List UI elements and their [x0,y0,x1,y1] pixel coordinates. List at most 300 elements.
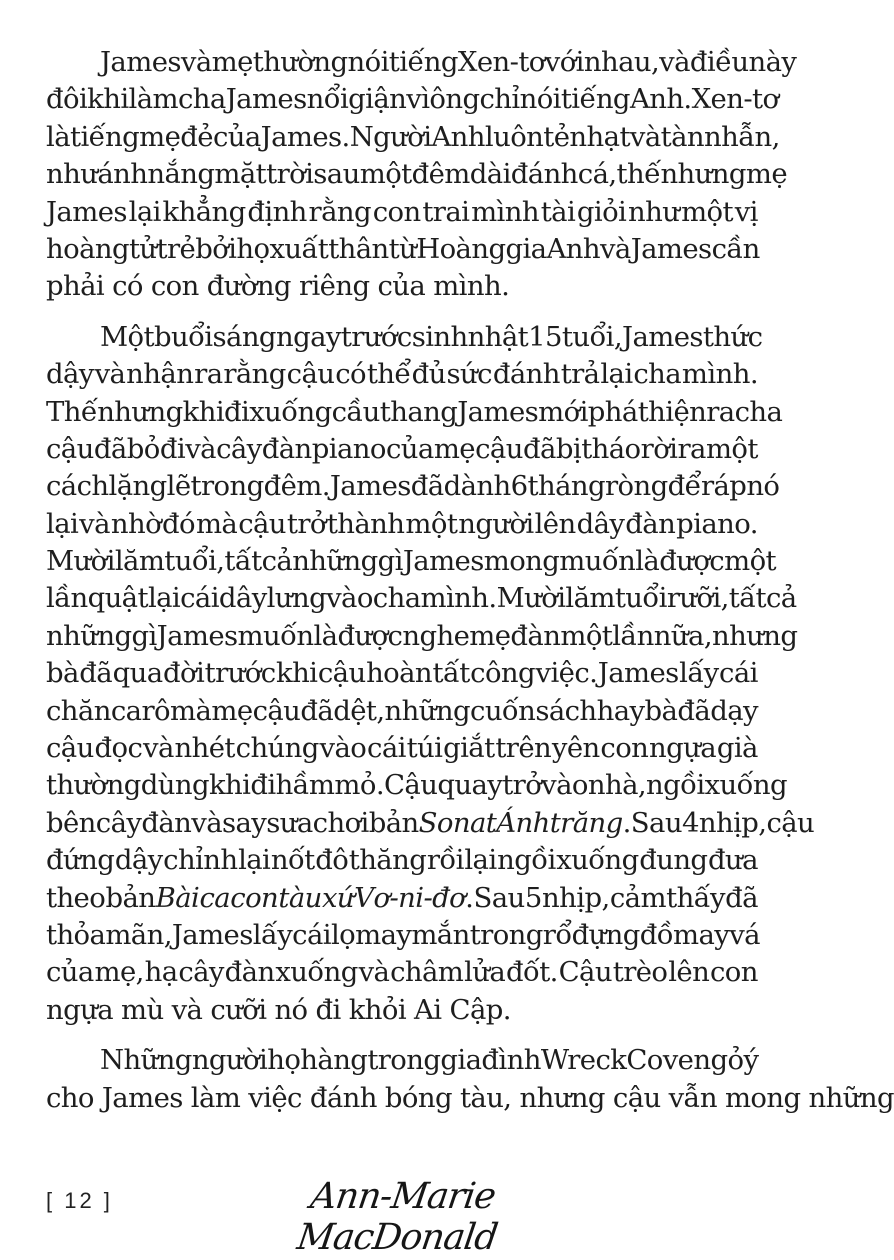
word: đã [522,432,556,465]
word: nhịp, [698,806,767,839]
paragraph [46,1042,894,1117]
word: ra [706,395,735,428]
text-line [46,356,758,393]
word: đi [315,993,341,1026]
word: tuổi, [561,320,623,353]
word: rổ [542,918,572,951]
text-line [46,231,758,268]
word: cậu [252,694,301,727]
word: và [629,120,661,153]
word: cái [180,582,219,615]
word: cậu [46,432,94,465]
word: và [191,806,222,839]
word: nói [519,83,561,116]
word: ông [429,83,480,116]
word: xuống [704,769,787,802]
word: nhờ [110,507,162,540]
word: nhét [174,732,235,765]
word: giận [348,83,407,116]
word: đung [639,844,708,877]
text-line [46,730,758,767]
word: trước [204,657,276,690]
word: Wreck [540,1044,627,1077]
word: với [544,46,584,78]
word: lại [46,507,79,540]
word: mình. [681,358,758,391]
word: qua [112,657,163,690]
word: ngồi [646,769,705,802]
word: việc. [535,657,598,690]
word: mong [724,1081,801,1114]
word: rưỡi, [666,582,729,615]
word: điều [689,46,749,78]
word: một [405,507,458,540]
word: tuổi [614,582,667,615]
word: trở [502,769,542,802]
word: đô [315,844,349,877]
word: trở [286,507,326,540]
word: nhẫn, [703,120,780,153]
word: carô [110,694,170,727]
word: phải [46,270,105,303]
word: trai [422,195,470,228]
word: Vơ-ni-đơ. [354,881,474,914]
word: mình [471,195,539,228]
word: khi [182,395,225,428]
word: riêng [298,270,370,303]
word: lấy [252,918,293,951]
word: Cove [626,1044,694,1077]
word: trèo [612,956,668,989]
word: mẹ, [94,956,144,989]
word: Bài [155,881,200,914]
word: trăng. [549,806,631,839]
word: muốn [559,545,636,578]
word: lăm [565,582,615,615]
word: nhà, [587,769,647,802]
word: thành [326,507,405,540]
text-line [46,543,776,580]
text-line [46,268,758,305]
word: nhau, [583,46,660,78]
word: vẫn [668,1081,717,1114]
text-line [46,917,758,954]
word: ngựa [649,732,717,765]
word: lấy [679,657,719,690]
word: hoàng [46,232,129,265]
word: ý [743,1044,759,1077]
word: lần [612,619,654,652]
word: mình. [433,270,510,303]
word: lên [534,507,576,540]
word: ngồi [497,844,556,877]
text-line [46,194,758,231]
word: Anh [546,232,600,265]
word: đã [410,470,444,503]
word: đủ [411,358,446,391]
word: lăm [114,545,165,578]
word: khi [276,657,318,690]
word: quay [437,769,503,802]
word: và [79,507,110,540]
word: bà [644,694,678,727]
word: việc [248,1081,302,1114]
text-line [46,618,798,655]
word: tiếng [388,46,458,78]
word: vá [729,918,760,951]
word: bỏ [126,432,160,465]
word: nói [347,46,389,78]
word: James [630,232,712,265]
word: đã [677,694,711,727]
word: tài [540,195,576,228]
word: và [143,732,174,765]
word: buổi [153,320,213,353]
word: cậu [475,432,523,465]
text-line [46,805,815,842]
word: quật [87,582,148,615]
word: nghe [402,619,470,652]
word: những [384,694,470,727]
word: Sau [630,806,682,839]
word: cha [372,582,421,615]
word: giỏi [576,195,627,228]
word: mà [195,507,238,540]
word: cây [95,806,142,839]
word: sau [313,158,360,191]
paragraph [46,44,797,306]
word: Xen-tơ [457,46,545,78]
word: này [748,46,797,78]
word: nó [746,470,780,503]
word: túi [406,732,443,765]
word: lại [600,358,633,391]
word: hàng [300,1044,368,1077]
word: chỉ [479,83,520,116]
word: nhưng [711,619,798,652]
word: dậy [46,358,94,391]
word: Sonat [418,806,497,839]
word: và [171,993,203,1026]
word: may [673,918,730,951]
word: đã [725,881,758,914]
word: để [667,470,701,503]
word: Mười [496,582,566,615]
text-line [46,81,779,118]
text-line [46,693,758,730]
word: thường [252,46,348,78]
word: gì [131,619,157,652]
word: tất [728,582,766,615]
word: rằng [308,195,371,228]
text-line [46,431,758,468]
word: những [46,619,132,652]
word: được [337,619,403,652]
word: của [385,432,434,465]
word: khỏi [348,993,407,1026]
word: cả [765,582,797,615]
word: như [628,195,680,228]
word: tháo [581,432,641,465]
word: trong [367,1044,441,1077]
word: Ai [414,993,442,1026]
word: là [313,619,338,652]
word: xứ [321,881,355,914]
word: rằng [223,358,286,391]
word: đồ [639,918,674,951]
word: cá, [577,158,617,191]
word: nhạt [569,120,630,153]
word: mình. [420,582,497,615]
word: sưa [266,806,313,839]
word: thân [328,232,389,265]
word: con [600,732,649,765]
word: gia [440,1044,482,1077]
word: làm [128,83,178,116]
word: ra [194,358,223,391]
word: tiếng [70,120,140,153]
word: cậu [286,358,335,391]
word: gì [377,545,403,578]
word: của [377,270,426,303]
word: nhật [467,320,529,353]
word: và [358,956,390,989]
word: say [222,806,267,839]
word: con [150,270,199,303]
word: mẹ [211,694,253,727]
word: trẻ [156,232,196,265]
word: và [94,358,126,391]
text-line [46,119,780,156]
word: chơi [312,806,369,839]
text-line [46,319,763,356]
word: lửa [464,956,506,989]
word: James [156,619,238,652]
word: mù [121,993,164,1026]
word: cây [178,956,224,989]
word: sức [446,358,492,391]
word: dây [576,507,625,540]
word: đã [79,657,113,690]
word: trong [469,918,543,951]
word: mỏ. [334,769,384,802]
word: những [808,1081,894,1114]
word: đình [481,1044,541,1077]
word: bên [46,806,96,839]
word: từ [388,232,417,265]
word: gia [505,232,547,265]
word: định [247,195,307,228]
word: James [100,46,181,78]
text-line [46,394,783,431]
word: con [230,881,279,914]
word: Cậu [558,956,612,989]
word: những [292,545,378,578]
word: mẹ [745,158,788,191]
word: cây [216,432,262,465]
word: cuốn [470,694,536,727]
word: đã [93,432,127,465]
word: Anh [431,120,485,153]
word: luôn [484,120,544,153]
word: tuổi, [164,545,225,578]
page-number: [ 12 ] [46,1188,113,1213]
word: đêm. [263,470,330,503]
word: châm [390,956,464,989]
text-line [46,842,758,879]
word: đánh [492,358,560,391]
word: mặt [214,158,267,191]
word: James [101,1081,183,1114]
word: mẹ [469,619,511,652]
word: cha [633,358,682,391]
word: 15 [528,320,562,353]
word: hiện [648,395,707,428]
word: hoàn [366,657,433,690]
word: lẽ [166,470,191,503]
word: ngựa [46,993,114,1026]
word: đọc [94,732,143,765]
word: tử [128,232,157,265]
text-line [46,767,787,804]
word: một [359,158,412,191]
word: cha [178,83,226,116]
word: piano. [676,507,758,540]
word: ròng [605,470,668,503]
word: thường [46,769,141,802]
word: dệt, [333,694,385,727]
word: dùng [140,769,209,802]
word: muốn [237,619,314,652]
word: có [112,270,143,303]
word: James [457,395,539,428]
word: Mười [46,545,115,578]
word: cầu [331,395,380,428]
word: 4 [681,806,699,839]
word: cách [46,470,109,503]
word: James [597,657,679,690]
word: rồi [426,844,464,877]
word: khi [208,769,251,802]
word: họ [267,1044,301,1077]
word: đôi [46,83,88,116]
word: nhịp, [542,881,610,914]
word: trời [266,158,314,191]
word: Hoàng [416,232,506,265]
text-line [46,506,758,543]
word: nhưng [660,158,746,191]
word: và [599,232,631,265]
word: dài [469,158,511,191]
word: nhưng [97,395,183,428]
word: Xen-tơ [691,83,779,116]
paragraph [46,319,815,1029]
word: đường [206,270,291,303]
word: yên [551,732,600,765]
word: công [470,657,536,690]
word: vào [541,769,588,802]
word: tẻ [543,120,570,153]
word: mà [170,694,212,727]
text-line [46,954,758,991]
text-line [46,468,780,505]
word: là [635,545,660,578]
word: mẹ [139,120,181,153]
word: may [355,918,412,951]
word: xuống [275,956,358,989]
word: con [372,195,421,228]
word: của [212,120,261,153]
text-line [46,44,797,81]
word: thấy [666,881,725,914]
word: thể [366,358,411,391]
word: một [560,619,613,652]
word: bản [105,881,156,914]
word: đựng [571,918,640,951]
word: cái [367,732,406,765]
word: chăn [46,694,111,727]
word: thang [379,395,458,428]
word: hạ [144,956,178,989]
word: lần [46,582,88,615]
word: sách [535,694,597,727]
word: vì [406,83,430,116]
word: tháng [527,470,605,503]
word: và [180,46,212,78]
word: nhận [126,358,194,391]
word: đàn [625,507,676,540]
word: tất [432,657,470,690]
word: bản [368,806,419,839]
word: đánh [309,1081,377,1114]
word: Những [100,1044,192,1077]
word: Người [349,120,432,153]
word: người [458,507,534,540]
word: sinh [411,320,468,353]
word: đàn [261,432,312,465]
word: đã [300,694,334,727]
word: theo [46,881,106,914]
word: ráp [700,470,747,503]
word: cả [261,545,293,578]
word: Ánh [496,806,550,839]
word: giắt [443,732,495,765]
word: lại [147,582,181,615]
word: Thế [46,395,98,428]
word: xuống [556,844,639,877]
word: cần [711,232,760,265]
word: già [716,732,758,765]
word: lên [668,956,710,989]
text-line [46,655,758,692]
word: bà [46,657,79,690]
word: cậu [46,732,94,765]
word: James [46,195,127,228]
word: đó [162,507,195,540]
word: James [171,918,253,951]
word: trên [495,732,552,765]
text-line [46,1042,758,1079]
word: vị [734,195,758,228]
word: trả [560,358,600,391]
body-text [46,44,894,1117]
word: bóng [384,1081,452,1114]
word: dành [443,470,511,503]
word: xuất [269,232,329,265]
word: đàn [224,956,275,989]
word: cưỡi [210,993,267,1026]
word: James [622,320,703,353]
